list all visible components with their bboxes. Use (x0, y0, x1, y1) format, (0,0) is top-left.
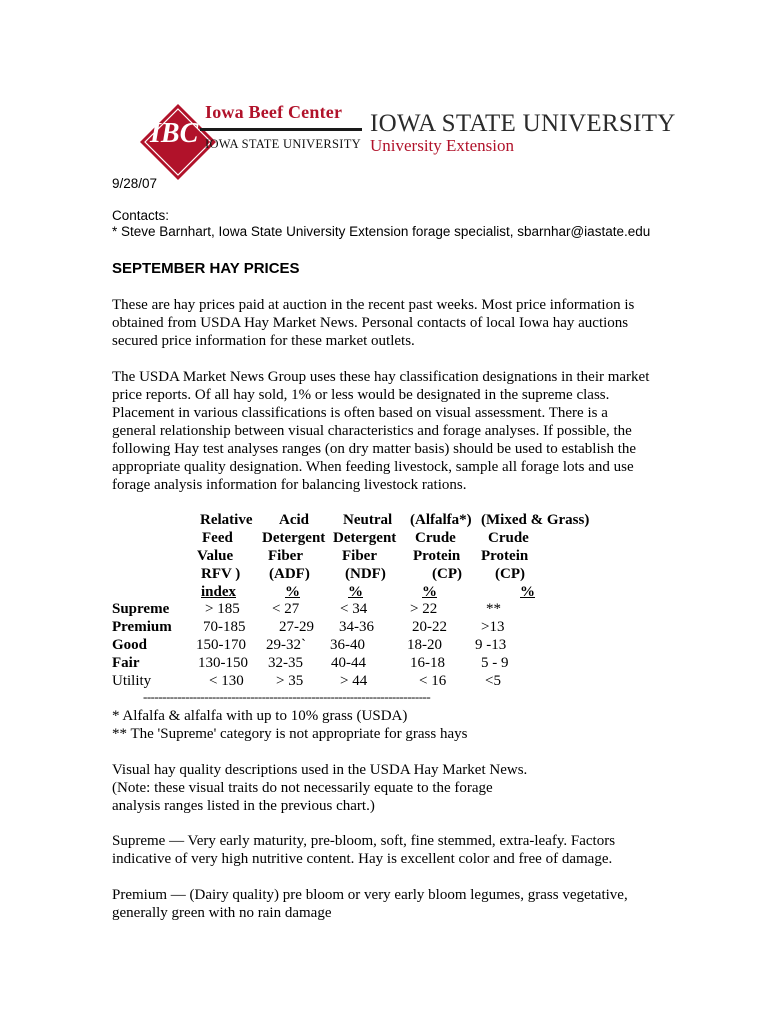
ibc-logo-rule (200, 128, 362, 131)
table-cell: <5 (485, 673, 501, 689)
table-cell: 150-170 (196, 637, 246, 653)
table-cell: 34-36 (339, 619, 374, 635)
table-header-cell: Protein (481, 548, 529, 564)
table-cell: 27-29 (279, 619, 314, 635)
usda-line: price reports. Of all hay sold, 1% or less would be designated in the supreme class. (112, 387, 610, 403)
table-header-cell: Crude (415, 530, 456, 546)
intro-line: These are hay prices paid at auction in the recent past weeks. Most price information is (112, 297, 635, 313)
table-header-cell: (CP) (432, 566, 462, 582)
table-cell: >13 (481, 619, 505, 635)
table-header-cell: RFV ) (201, 566, 241, 582)
usda-line: Placement in various classifications is often based on visual assessment. There is a (112, 405, 608, 421)
table-cell: 36-40 (330, 637, 365, 653)
intro-line: secured price information for these market outlets. (112, 333, 415, 349)
usda-line: The USDA Market News Group uses these hay classification designations in their market (112, 369, 650, 385)
table-cell: > 35 (276, 673, 304, 689)
table-row-grade: Fair (112, 655, 140, 671)
table-header-cell: Fiber (342, 548, 377, 564)
supreme-line: Supreme — Very early maturity, pre-bloom, soft, fine stemmed, extra-leafy. Factors (112, 833, 616, 849)
isu-logo-name: IOWA STATE UNIVERSITY (370, 110, 676, 137)
table-cell: ** (486, 601, 501, 617)
intro-line: obtained from USDA Hay Market News. Personal contacts of local Iowa hay auctions (112, 315, 629, 331)
table-cell: < 130 (209, 673, 244, 689)
table-header-cell: Protein (413, 548, 461, 564)
table-cell: 16-18 (410, 655, 445, 671)
table-header-cell: (ADF) (269, 566, 310, 582)
table-cell: > 44 (340, 673, 368, 689)
table-cell: 18-20 (407, 637, 442, 653)
table-cell: < 27 (272, 601, 300, 617)
usda-line: appropriate quality designation. When feeding livestock, sample all forage lots and use (112, 459, 634, 475)
usda-line: following Hay test analyses ranges (on dry matter basis) should be used to establish the (112, 441, 637, 457)
table-note: * Alfalfa & alfalfa with up to 10% grass (USDA) (112, 708, 408, 724)
table-header-cell: Acid (279, 512, 309, 528)
contacts-line: * Steve Barnhart, Iowa State University Extension forage specialist, sbarnhar@iastate.edu (112, 224, 651, 239)
table-cell: 9 -13 (475, 637, 507, 653)
table-row-grade: Supreme (112, 601, 170, 617)
usda-line: forage analysis information for balancing livestock rations. (112, 477, 467, 493)
premium-line: Premium — (Dairy quality) pre bloom or very early bloom legumes, grass vegetative, (112, 887, 628, 903)
table-header-cell: % (520, 584, 535, 600)
visual-line: (Note: these visual traits do not necessarily equate to the forage (112, 780, 493, 796)
table-header-cell: % (285, 584, 300, 600)
table-note: ** The 'Supreme' category is not appropriate for grass hays (112, 726, 468, 742)
contacts-label: Contacts: (112, 208, 170, 223)
usda-line: general relationship between visual characteristics and forage analyses. If possible, the (112, 423, 632, 439)
table-cell: 29-32` (266, 637, 306, 653)
usda-paragraph (112, 368, 649, 494)
table-header-cell: Fiber (268, 548, 303, 564)
table-cell: 32-35 (268, 655, 303, 671)
table-header-cell: (NDF) (345, 566, 386, 582)
premium-line: generally green with no rain damage (112, 905, 332, 921)
table-cell: > 22 (410, 601, 438, 617)
table-header-cell: (CP) (495, 566, 525, 582)
visual-paragraph (112, 761, 527, 815)
supreme-paragraph (112, 832, 615, 868)
table-cell: > 185 (205, 601, 240, 617)
ibc-logo-letters: IBC (150, 118, 199, 149)
table-cell: < 34 (340, 601, 368, 617)
table-cell: 70-185 (203, 619, 246, 635)
table-header-cell: index (201, 584, 237, 600)
table-notes (112, 707, 467, 743)
table-header-cell: Detergent (333, 530, 397, 546)
visual-line: Visual hay quality descriptions used in the USDA Hay Market News. (112, 762, 528, 778)
isu-logo-extension: University Extension (370, 136, 515, 155)
intro-paragraph (112, 296, 634, 350)
table-header-cell: Feed (202, 530, 233, 546)
table-cell: 40-44 (331, 655, 366, 671)
table-cell: < 16 (419, 673, 447, 689)
table-dashed-rule: --------------------------------------------------------------------------- (143, 689, 431, 704)
table-cell: 130-150 (198, 655, 248, 671)
page-title: SEPTEMBER HAY PRICES (112, 260, 300, 277)
table-header-cell: Detergent (262, 530, 326, 546)
table-header-cell: % (348, 584, 363, 600)
table-header-cell: Neutral (343, 512, 393, 528)
table-header-cell: (Alfalfa*) (410, 512, 472, 528)
table-header-cell: Value (197, 548, 234, 564)
premium-paragraph (112, 886, 628, 922)
document-date: 9/28/07 (112, 176, 158, 191)
supreme-line: indicative of very high nutritive content. Hay is excellent color and free of damage. (112, 851, 613, 867)
table-header-cell: Crude (488, 530, 529, 546)
table-cell: 5 - 9 (481, 655, 509, 671)
ibc-logo-name: Iowa Beef Center (205, 102, 343, 122)
table-header-cell: % (422, 584, 437, 600)
table-row-grade: Premium (112, 619, 172, 635)
visual-line: analysis ranges listed in the previous chart.) (112, 798, 375, 814)
table-header-cell: Relative (200, 512, 253, 528)
ibc-logo-university: IOWA STATE UNIVERSITY (205, 137, 361, 151)
table-row-grade: Utility (112, 673, 152, 689)
table-cell: 20-22 (412, 619, 447, 635)
table-row-grade: Good (112, 637, 148, 653)
table-header-cell: (Mixed & Grass) (481, 512, 590, 528)
